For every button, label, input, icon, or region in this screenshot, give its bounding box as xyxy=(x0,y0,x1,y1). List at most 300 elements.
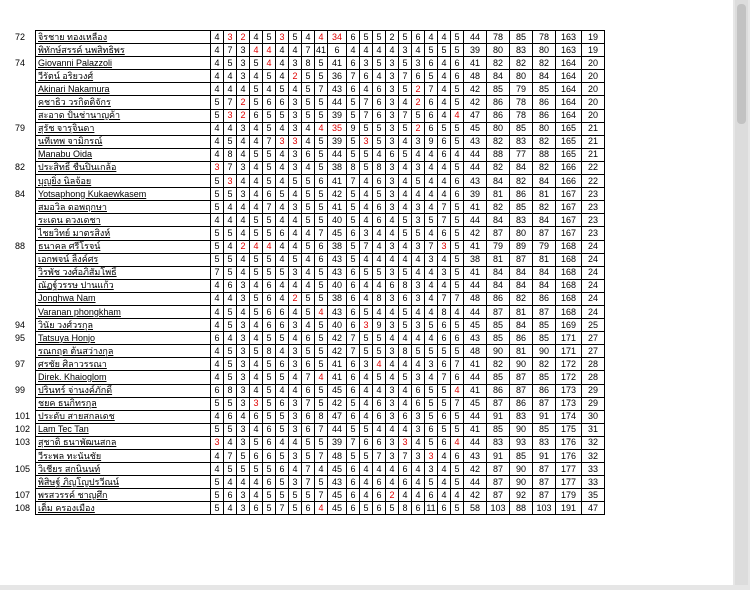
net-cell: 88 xyxy=(533,148,556,161)
hole-score-cell: 3 xyxy=(289,148,302,161)
gross-round-2-cell: 84 xyxy=(510,161,533,174)
hole-score-cell: 6 xyxy=(347,227,360,240)
hole-score-cell: 5 xyxy=(347,214,360,227)
gross-round-1-cell: 85 xyxy=(487,83,510,96)
hole-score-cell: 6 xyxy=(425,57,438,70)
hole-score-cell: 4 xyxy=(276,70,289,83)
hole-score-cell: 4 xyxy=(412,476,425,489)
hole-score-cell: 3 xyxy=(289,358,302,371)
back-nine-cell: 42 xyxy=(464,463,487,476)
hole-score-cell: 6 xyxy=(373,502,386,515)
hole-score-cell: 6 xyxy=(347,502,360,515)
front-nine-total-cell: 41 xyxy=(328,358,347,371)
hole-score-cell: 5 xyxy=(347,96,360,109)
gross-round-1-cell: 81 xyxy=(487,253,510,266)
hole-score-cell: 4 xyxy=(399,135,412,148)
hole-score-cell: 5 xyxy=(250,345,263,358)
hole-score-cell: 9 xyxy=(425,135,438,148)
over-par-cell: 22 xyxy=(582,175,605,188)
hole-score-cell: 4 xyxy=(250,489,263,502)
net-cell: 87 xyxy=(533,397,556,410)
hole-score-cell: 5 xyxy=(263,214,276,227)
hole-score-cell: 3 xyxy=(289,96,302,109)
net-cell: 80 xyxy=(533,122,556,135)
hole-score-cell: 6 xyxy=(250,450,263,463)
hole-score-cell: 6 xyxy=(263,450,276,463)
hole-score-cell: 3 xyxy=(386,135,399,148)
over-par-cell: 23 xyxy=(582,188,605,201)
hole-score-cell: 3 xyxy=(211,436,224,449)
back-nine-cell: 44 xyxy=(464,279,487,292)
back-nine-cell: 44 xyxy=(464,31,487,44)
player-name-cell: Manabu Oida xyxy=(36,148,211,161)
back-nine-cell: 44 xyxy=(464,161,487,174)
over-par-cell: 20 xyxy=(582,109,605,122)
hole-score-cell: 6 xyxy=(412,384,425,397)
total-cell: 168 xyxy=(556,240,582,253)
gross-round-2-cell: 86 xyxy=(510,332,533,345)
front-nine-total-cell: 38 xyxy=(328,292,347,305)
hole-score-cell: 4 xyxy=(211,358,224,371)
hole-score-cell: 5 xyxy=(211,175,224,188)
hole-score-cell: 5 xyxy=(276,266,289,279)
hole-score-cell: 3 xyxy=(237,70,250,83)
total-cell: 164 xyxy=(556,83,582,96)
back-nine-cell: 44 xyxy=(464,410,487,423)
hole-score-cell: 4 xyxy=(289,214,302,227)
hole-score-cell: 5 xyxy=(302,436,315,449)
hole-score-cell: 4 xyxy=(224,436,237,449)
hole-score-cell: 4 xyxy=(237,266,250,279)
hole-score-cell: 4 xyxy=(373,240,386,253)
hole-score-cell: 3 xyxy=(289,476,302,489)
hole-score-cell: 5 xyxy=(250,266,263,279)
rank-cell xyxy=(15,135,36,148)
hole-score-cell: 5 xyxy=(451,135,464,148)
table-row xyxy=(15,319,605,332)
net-cell: 79 xyxy=(533,240,556,253)
hole-score-cell: 5 xyxy=(451,214,464,227)
hole-score-cell: 3 xyxy=(412,279,425,292)
gross-round-1-cell: 81 xyxy=(487,188,510,201)
hole-score-cell: 6 xyxy=(347,371,360,384)
player-name-cell: เต็ม ครองเมือง xyxy=(36,502,211,515)
over-par-cell: 21 xyxy=(582,148,605,161)
rank-cell: 82 xyxy=(15,162,26,173)
hole-score-cell: 3 xyxy=(237,44,250,57)
back-nine-cell: 43 xyxy=(464,175,487,188)
front-nine-total-cell: 40 xyxy=(328,319,347,332)
hole-score-cell: 7 xyxy=(302,397,315,410)
hole-score-cell: 5 xyxy=(263,397,276,410)
hole-score-cell: 7 xyxy=(211,266,224,279)
over-par-cell: 28 xyxy=(582,358,605,371)
table-row xyxy=(15,397,605,410)
rank-cell xyxy=(15,450,36,463)
hole-score-cell: 5 xyxy=(224,319,237,332)
hole-score-cell: 5 xyxy=(211,201,224,214)
hole-score-cell: 5 xyxy=(425,410,438,423)
net-cell: 80 xyxy=(533,44,556,57)
rank-cell: 103 xyxy=(15,437,31,448)
hole-score-cell: 4 xyxy=(438,83,451,96)
hole-score-cell: 6 xyxy=(263,292,276,305)
hole-score-cell: 4 xyxy=(360,489,373,502)
front-nine-total-cell: 44 xyxy=(328,96,347,109)
hole-score-cell: 5 xyxy=(263,463,276,476)
hole-score-cell: 2 xyxy=(412,96,425,109)
hole-score-cell: 7 xyxy=(302,476,315,489)
gross-round-2-cell: 81 xyxy=(510,345,533,358)
hole-score-cell: 5 xyxy=(224,463,237,476)
net-cell: 103 xyxy=(533,502,556,515)
hole-score-cell: 5 xyxy=(373,31,386,44)
hole-score-cell: 5 xyxy=(451,96,464,109)
hole-score-cell: 4 xyxy=(360,201,373,214)
hole-score-cell: 4 xyxy=(412,266,425,279)
hole-score-cell: 5 xyxy=(360,148,373,161)
rank-cell: 102 xyxy=(15,424,31,435)
hole-score-cell: 6 xyxy=(373,476,386,489)
over-par-cell: 24 xyxy=(582,266,605,279)
back-nine-cell: 43 xyxy=(464,332,487,345)
table-row xyxy=(15,332,605,345)
hole-score-cell: 4 xyxy=(289,463,302,476)
player-name-cell: สะอาด ปั้นช่านาญค้า xyxy=(36,109,211,122)
hole-score-cell: 7 xyxy=(451,397,464,410)
hole-score-cell: 5 xyxy=(263,410,276,423)
total-cell: 168 xyxy=(556,279,582,292)
hole-score-cell: 4 xyxy=(438,450,451,463)
hole-score-cell: 4 xyxy=(289,332,302,345)
hole-score-cell: 5 xyxy=(302,292,315,305)
hole-score-cell: 41 xyxy=(315,44,328,57)
hole-score-cell: 2 xyxy=(412,122,425,135)
hole-score-cell: 8 xyxy=(399,279,412,292)
hole-score-cell: 3 xyxy=(237,345,250,358)
hole-score-cell: 5 xyxy=(302,345,315,358)
hole-score-cell: 6 xyxy=(302,332,315,345)
hole-score-cell: 5 xyxy=(451,319,464,332)
hole-score-cell: 4 xyxy=(211,83,224,96)
gross-round-1-cell: 82 xyxy=(487,57,510,70)
table-row xyxy=(15,83,605,96)
hole-score-cell: 4 xyxy=(224,122,237,135)
hole-score-cell: 5 xyxy=(315,266,328,279)
hole-score-cell: 4 xyxy=(425,161,438,174)
hole-score-cell: 2 xyxy=(412,83,425,96)
net-cell: 86 xyxy=(533,384,556,397)
hole-score-cell: 4 xyxy=(224,292,237,305)
table-row xyxy=(15,201,605,214)
hole-score-cell: 6 xyxy=(425,489,438,502)
hole-score-cell: 4 xyxy=(373,253,386,266)
gross-round-2-cell: 81 xyxy=(510,305,533,318)
front-nine-total-cell: 40 xyxy=(328,214,347,227)
hole-score-cell: 5 xyxy=(211,188,224,201)
gross-round-1-cell: 86 xyxy=(487,96,510,109)
table-row xyxy=(15,96,605,109)
hole-score-cell: 4 xyxy=(263,240,276,253)
hole-score-cell: 6 xyxy=(373,83,386,96)
player-name-cell: ธนาคล ศรีโรจน์ xyxy=(36,240,211,253)
hole-score-cell: 3 xyxy=(237,57,250,70)
scrollbar-thumb[interactable] xyxy=(737,4,746,124)
hole-score-cell: 6 xyxy=(425,423,438,436)
hole-score-cell: 8 xyxy=(315,410,328,423)
hole-score-cell: 5 xyxy=(315,109,328,122)
table-row xyxy=(15,358,605,371)
back-nine-cell: 44 xyxy=(464,476,487,489)
hole-score-cell: 4 xyxy=(237,83,250,96)
hole-score-cell: 5 xyxy=(315,345,328,358)
hole-score-cell: 4 xyxy=(386,44,399,57)
back-nine-cell: 47 xyxy=(464,109,487,122)
front-nine-total-cell: 42 xyxy=(328,345,347,358)
hole-score-cell: 4 xyxy=(386,253,399,266)
hole-score-cell: 3 xyxy=(360,57,373,70)
hole-score-cell: 3 xyxy=(412,292,425,305)
hole-score-cell: 5 xyxy=(451,227,464,240)
hole-score-cell: 6 xyxy=(347,292,360,305)
back-nine-cell: 41 xyxy=(464,201,487,214)
hole-score-cell: 6 xyxy=(438,332,451,345)
hole-score-cell: 7 xyxy=(360,240,373,253)
rank-cell: 72 xyxy=(15,31,26,42)
hole-score-cell: 4 xyxy=(399,201,412,214)
player-name-cell: Varanan phongkham xyxy=(36,305,211,318)
hole-score-cell: 7 xyxy=(302,44,315,57)
hole-score-cell: 5 xyxy=(237,450,250,463)
total-cell: 177 xyxy=(556,463,582,476)
hole-score-cell: 4 xyxy=(425,175,438,188)
back-nine-cell: 41 xyxy=(464,266,487,279)
hole-score-cell: 4 xyxy=(211,410,224,423)
hole-score-cell: 4 xyxy=(425,148,438,161)
hole-score-cell: 6 xyxy=(276,397,289,410)
hole-score-cell: 4 xyxy=(289,305,302,318)
hole-score-cell: 4 xyxy=(315,371,328,384)
hole-score-cell: 6 xyxy=(276,463,289,476)
gross-round-2-cell: 87 xyxy=(510,384,533,397)
hole-score-cell: 7 xyxy=(224,161,237,174)
hole-score-cell: 4 xyxy=(412,253,425,266)
hole-score-cell: 3 xyxy=(237,161,250,174)
hole-score-cell: 5 xyxy=(211,397,224,410)
hole-score-cell: 5 xyxy=(438,423,451,436)
hole-score-cell: 4 xyxy=(211,371,224,384)
player-name-cell: ไชยวิทย์ มาตรสิงห์ xyxy=(36,227,211,240)
hole-score-cell: 4 xyxy=(360,397,373,410)
total-cell: 165 xyxy=(556,122,582,135)
table-row xyxy=(15,122,605,135)
back-nine-cell: 44 xyxy=(464,371,487,384)
hole-score-cell: 8 xyxy=(373,292,386,305)
hole-score-cell: 7 xyxy=(438,292,451,305)
gross-round-1-cell: 103 xyxy=(487,502,510,515)
hole-score-cell: 5 xyxy=(289,31,302,44)
player-name-cell: วีรัตน์ อริยวงศ์ xyxy=(36,70,211,83)
hole-score-cell: 5 xyxy=(425,319,438,332)
gross-round-2-cell: 90 xyxy=(510,463,533,476)
hole-score-cell: 8 xyxy=(399,502,412,515)
hole-score-cell: 5 xyxy=(211,476,224,489)
rank-cell xyxy=(15,70,36,83)
net-cell: 81 xyxy=(533,253,556,266)
hole-score-cell: 4 xyxy=(412,358,425,371)
hole-score-cell: 3 xyxy=(386,436,399,449)
hole-score-cell: 6 xyxy=(276,305,289,318)
hole-score-cell: 5 xyxy=(276,489,289,502)
total-cell: 167 xyxy=(556,188,582,201)
gross-round-2-cell: 86 xyxy=(510,188,533,201)
hole-score-cell: 4 xyxy=(360,410,373,423)
hole-score-cell: 7 xyxy=(302,371,315,384)
hole-score-cell: 6 xyxy=(360,70,373,83)
gross-round-1-cell: 86 xyxy=(487,384,510,397)
over-par-cell: 29 xyxy=(582,384,605,397)
hole-score-cell: 7 xyxy=(347,175,360,188)
gross-round-2-cell: 78 xyxy=(510,109,533,122)
hole-score-cell: 5 xyxy=(399,266,412,279)
rank-cell xyxy=(15,476,36,489)
hole-score-cell: 4 xyxy=(250,44,263,57)
player-name-cell: รณกฤต ต้นสว่างกุล xyxy=(36,345,211,358)
hole-score-cell: 5 xyxy=(302,489,315,502)
hole-score-cell: 5 xyxy=(263,266,276,279)
over-par-cell: 47 xyxy=(582,502,605,515)
hole-score-cell: 7 xyxy=(302,463,315,476)
table-row xyxy=(15,279,605,292)
hole-score-cell: 3 xyxy=(289,410,302,423)
over-par-cell: 35 xyxy=(582,489,605,502)
hole-score-cell: 6 xyxy=(263,305,276,318)
back-nine-cell: 45 xyxy=(464,319,487,332)
hole-score-cell: 6 xyxy=(438,319,451,332)
hole-score-cell: 5 xyxy=(224,305,237,318)
hole-score-cell: 4 xyxy=(276,175,289,188)
back-nine-cell: 41 xyxy=(464,240,487,253)
hole-score-cell: 6 xyxy=(315,253,328,266)
hole-score-cell: 6 xyxy=(451,175,464,188)
table-row xyxy=(15,188,605,201)
hole-score-cell: 5 xyxy=(451,253,464,266)
hole-score-cell: 5 xyxy=(302,70,315,83)
hole-score-cell: 5 xyxy=(399,319,412,332)
rank-cell xyxy=(15,397,36,410)
hole-score-cell: 4 xyxy=(438,57,451,70)
hole-score-cell: 5 xyxy=(451,122,464,135)
hole-score-cell: 5 xyxy=(451,161,464,174)
hole-score-cell: 8 xyxy=(224,384,237,397)
hole-score-cell: 5 xyxy=(399,148,412,161)
hole-score-cell: 6 xyxy=(373,410,386,423)
net-cell: 84 xyxy=(533,279,556,292)
hole-score-cell: 5 xyxy=(451,423,464,436)
player-name-cell: จิรชาย ทองเหลือง xyxy=(36,31,211,44)
hole-score-cell: 7 xyxy=(399,109,412,122)
net-cell: 82 xyxy=(533,57,556,70)
gross-round-1-cell: 84 xyxy=(487,266,510,279)
hole-score-cell: 3 xyxy=(224,31,237,44)
front-nine-total-cell: 42 xyxy=(328,332,347,345)
gross-round-2-cell: 87 xyxy=(510,253,533,266)
front-nine-total-cell: 41 xyxy=(328,201,347,214)
hole-score-cell: 4 xyxy=(438,253,451,266)
hole-score-cell: 3 xyxy=(237,502,250,515)
gross-round-1-cell: 87 xyxy=(487,476,510,489)
hole-score-cell: 3 xyxy=(425,253,438,266)
hole-score-cell: 4 xyxy=(211,135,224,148)
total-cell: 165 xyxy=(556,135,582,148)
gross-round-2-cell: 83 xyxy=(510,214,533,227)
hole-score-cell: 8 xyxy=(263,345,276,358)
hole-score-cell: 5 xyxy=(289,489,302,502)
hole-score-cell: 5 xyxy=(302,175,315,188)
hole-score-cell: 4 xyxy=(399,397,412,410)
vertical-scrollbar[interactable] xyxy=(735,0,748,585)
hole-score-cell: 5 xyxy=(347,188,360,201)
hole-score-cell: 3 xyxy=(289,319,302,332)
hole-score-cell: 4 xyxy=(276,57,289,70)
hole-score-cell: 5 xyxy=(289,502,302,515)
hole-score-cell: 6 xyxy=(276,319,289,332)
gross-round-2-cell: 77 xyxy=(510,148,533,161)
over-par-cell: 27 xyxy=(582,345,605,358)
hole-score-cell: 2 xyxy=(386,31,399,44)
hole-score-cell: 6 xyxy=(438,502,451,515)
total-cell: 172 xyxy=(556,371,582,384)
hole-score-cell: 4 xyxy=(315,305,328,318)
hole-score-cell: 5 xyxy=(250,227,263,240)
over-par-cell: 27 xyxy=(582,332,605,345)
hole-score-cell: 4 xyxy=(451,109,464,122)
hole-score-cell: 6 xyxy=(347,305,360,318)
table-row xyxy=(15,253,605,266)
gross-round-1-cell: 87 xyxy=(487,463,510,476)
hole-score-cell: 4 xyxy=(386,214,399,227)
hole-score-cell: 5 xyxy=(237,463,250,476)
hole-score-cell: 6 xyxy=(451,57,464,70)
gross-round-2-cell: 88 xyxy=(510,502,533,515)
hole-score-cell: 4 xyxy=(315,463,328,476)
hole-score-cell: 3 xyxy=(237,358,250,371)
net-cell: 85 xyxy=(533,423,556,436)
rank-cell xyxy=(15,292,36,305)
hole-score-cell: 5 xyxy=(373,122,386,135)
hole-score-cell: 3 xyxy=(425,450,438,463)
hole-score-cell: 3 xyxy=(289,161,302,174)
gross-round-2-cell: 85 xyxy=(510,31,533,44)
over-par-cell: 24 xyxy=(582,253,605,266)
hole-score-cell: 5 xyxy=(302,188,315,201)
hole-score-cell: 5 xyxy=(347,201,360,214)
over-par-cell: 32 xyxy=(582,450,605,463)
hole-score-cell: 5 xyxy=(211,423,224,436)
net-cell: 83 xyxy=(533,436,556,449)
hole-score-cell: 4 xyxy=(250,384,263,397)
front-nine-total-cell: 42 xyxy=(328,397,347,410)
gross-round-2-cell: 83 xyxy=(510,135,533,148)
hole-score-cell: 3 xyxy=(386,384,399,397)
hole-score-cell: 4 xyxy=(386,463,399,476)
hole-score-cell: 7 xyxy=(399,450,412,463)
gross-round-1-cell: 87 xyxy=(487,305,510,318)
table-row xyxy=(15,305,605,318)
table-row xyxy=(15,175,605,188)
player-name-cell: ประดับ สายสกลเดช xyxy=(36,410,211,423)
hole-score-cell: 4 xyxy=(276,292,289,305)
